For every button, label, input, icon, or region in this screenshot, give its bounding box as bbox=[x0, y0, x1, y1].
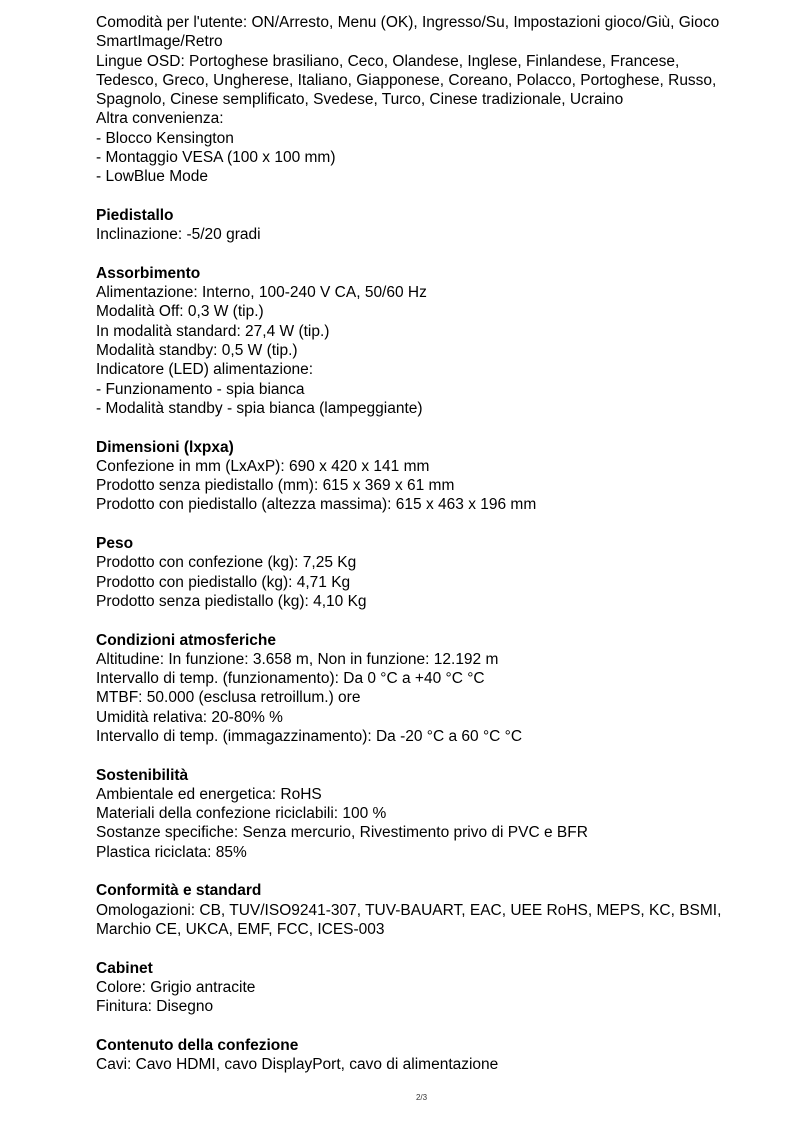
spec-section bbox=[96, 766, 756, 862]
spec-section bbox=[96, 438, 756, 515]
spec-line: Cavi: Cavo HDMI, cavo DisplayPort, cavo di alimentazione bbox=[96, 1056, 499, 1074]
spec-line: Modalità standby: 0,5 W (tip.) bbox=[96, 342, 298, 360]
intro-line: - Montaggio VESA (100 x 100 mm) bbox=[96, 149, 336, 167]
spec-line: - Modalità standby - spia bianca (lampeggiante) bbox=[96, 399, 423, 417]
section-title: Cabinet bbox=[96, 959, 153, 977]
spec-section bbox=[96, 206, 756, 245]
spec-line: Confezione in mm (LxAxP): 690 x 420 x 141 mm bbox=[96, 457, 430, 475]
spec-line: Sostanze specifiche: Senza mercurio, Rivestimento privo di PVC e BFR bbox=[96, 824, 588, 842]
intro-line: - Blocco Kensington bbox=[96, 129, 234, 147]
spec-line: Prodotto con piedistallo (altezza massima): 615 x 463 x 196 mm bbox=[96, 496, 537, 514]
spec-section bbox=[96, 959, 756, 1017]
intro-line: - LowBlue Mode bbox=[96, 168, 209, 186]
spec-line: Prodotto senza piedistallo (kg): 4,10 Kg bbox=[96, 592, 367, 610]
spec-section bbox=[96, 631, 756, 747]
spec-line: Umidità relativa: 20-80% % bbox=[96, 708, 283, 726]
intro-line: Lingue OSD: Portoghese brasiliano, Ceco, Olandese, Inglese, Finlandese, Francese, bbox=[96, 52, 680, 70]
spec-line: Intervallo di temp. (funzionamento): Da 0 °C a +40 °C °C bbox=[96, 670, 485, 688]
page-number: 2/3 bbox=[415, 1093, 428, 1102]
spec-line: - Funzionamento - spia bianca bbox=[96, 380, 305, 398]
spec-line: Finitura: Disegno bbox=[96, 998, 214, 1016]
spec-line: Omologazioni: CB, TUV/ISO9241-307, TUV-BAUART, EAC, UEE RoHS, MEPS, KC, BSMI, bbox=[96, 901, 722, 919]
section-title: Assorbimento bbox=[96, 264, 201, 282]
spec-line: In modalità standard: 27,4 W (tip.) bbox=[96, 322, 330, 340]
section-title: Piedistallo bbox=[96, 206, 174, 224]
spec-line: Prodotto con piedistallo (kg): 4,71 Kg bbox=[96, 573, 351, 591]
intro-line: SmartImage/Retro bbox=[96, 33, 223, 51]
spec-line: Plastica riciclata: 85% bbox=[96, 843, 247, 861]
spec-line: MTBF: 50.000 (esclusa retroillum.) ore bbox=[96, 689, 361, 707]
spec-section bbox=[96, 881, 756, 939]
spec-line: Inclinazione: -5/20 gradi bbox=[96, 226, 261, 244]
spec-line: Colore: Grigio antracite bbox=[96, 978, 256, 996]
section-title: Condizioni atmosferiche bbox=[96, 631, 276, 649]
spec-line: Indicatore (LED) alimentazione: bbox=[96, 361, 314, 379]
spec-line: Prodotto con confezione (kg): 7,25 Kg bbox=[96, 554, 357, 572]
spec-line: Alimentazione: Interno, 100-240 V CA, 50/60 Hz bbox=[96, 284, 427, 302]
spec-sections bbox=[96, 206, 756, 1074]
section-title: Contenuto della confezione bbox=[96, 1036, 299, 1054]
spec-section bbox=[96, 1036, 756, 1075]
spec-line: Materiali della confezione riciclabili: 100 % bbox=[96, 805, 387, 823]
spec-line: Ambientale ed energetica: RoHS bbox=[96, 785, 322, 803]
section-title: Peso bbox=[96, 535, 134, 553]
spec-section bbox=[96, 534, 756, 611]
section-title: Dimensioni (lxpxa) bbox=[96, 438, 234, 456]
spec-line: Modalità Off: 0,3 W (tip.) bbox=[96, 303, 264, 321]
intro-line: Tedesco, Greco, Ungherese, Italiano, Giapponese, Coreano, Polacco, Portoghese, Russo, bbox=[96, 71, 717, 89]
section-title: Sostenibilità bbox=[96, 766, 189, 784]
intro-line: Altra convenienza: bbox=[96, 110, 224, 128]
section-title: Conformità e standard bbox=[96, 882, 262, 900]
spec-line: Altitudine: In funzione: 3.658 m, Non in funzione: 12.192 m bbox=[96, 650, 499, 668]
intro-line: Comodità per l'utente: ON/Arresto, Menu (OK), Ingresso/Su, Impostazioni gioco/Giù, Gioco bbox=[96, 14, 720, 31]
spec-section bbox=[96, 264, 756, 418]
intro-block bbox=[96, 13, 756, 187]
intro-line: Spagnolo, Cinese semplificato, Svedese, Turco, Cinese tradizionale, Ucraino bbox=[96, 91, 624, 109]
spec-line: Marchio CE, UKCA, EMF, FCC, ICES-003 bbox=[96, 920, 385, 938]
spec-line: Intervallo di temp. (immagazzinamento): Da -20 °C a 60 °C °C bbox=[96, 727, 523, 745]
document-body bbox=[96, 13, 756, 1074]
spec-line: Prodotto senza piedistallo (mm): 615 x 369 x 61 mm bbox=[96, 477, 455, 495]
